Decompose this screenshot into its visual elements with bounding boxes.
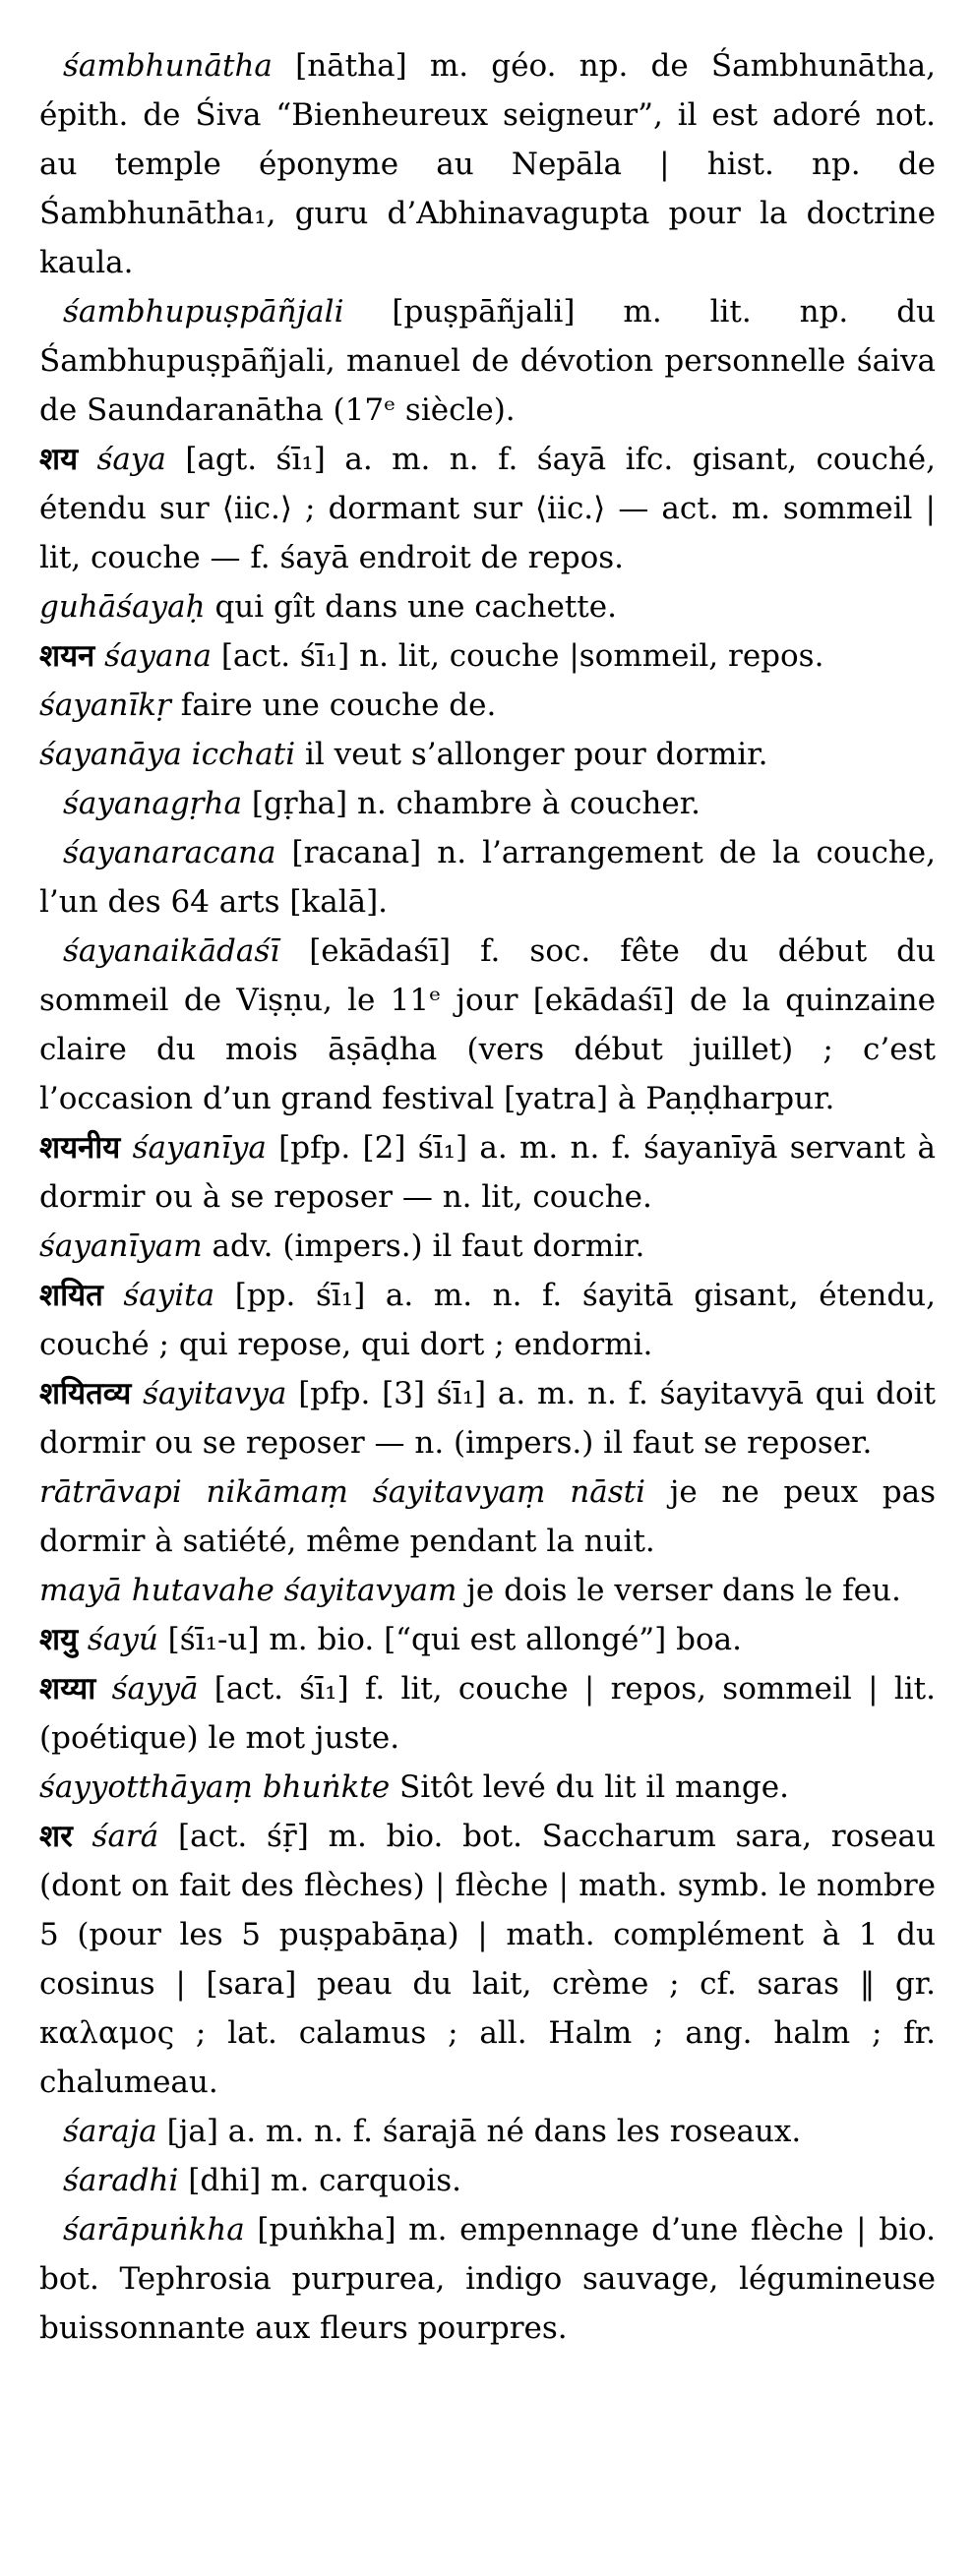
definition: m. géo. np. de Śambhunātha, épith. de Śiva “Bienheureux seigneur”, il est adoré not. au temple éponyme au Nepāla | hist. np. de Śambhunātha₁, guru d’Abhinavagupta pour la doctrine kaula. bbox=[39, 48, 936, 280]
definition: m. carquois. bbox=[261, 2163, 461, 2198]
devanagari-headword: शयितव्य bbox=[39, 1376, 132, 1411]
etymology-ref: [act. śṝ] bbox=[178, 1819, 309, 1854]
devanagari-headword: शयित bbox=[39, 1278, 103, 1313]
headword: śayita bbox=[123, 1278, 215, 1313]
etymology-ref: [śī₁-u] bbox=[167, 1622, 260, 1657]
dictionary-entry bbox=[39, 1812, 936, 2107]
dictionary-entry bbox=[39, 1271, 936, 1369]
etymology-ref: [act. śī₁] bbox=[213, 1671, 349, 1707]
example-translation: qui gît dans une cachette. bbox=[205, 589, 617, 625]
example-translation: je dois le verser dans le feu. bbox=[457, 1573, 901, 1608]
example-line bbox=[39, 1222, 936, 1271]
etymology-ref: [racana] bbox=[291, 835, 422, 870]
dictionary-entry bbox=[39, 1369, 936, 1468]
devanagari-headword: शय bbox=[39, 442, 79, 477]
definition: n. lit, couche |sommeil, repos. bbox=[349, 638, 824, 674]
headword: śaya bbox=[96, 442, 166, 477]
etymology-ref: [pfp. [3] śī₁] bbox=[298, 1376, 487, 1411]
headword: śayana bbox=[104, 638, 212, 674]
definition: a. m. n. f. śayitavyā qui doit dormir ou se reposer — n. (impers.) il faut se reposer. bbox=[39, 1376, 937, 1461]
example-phrase: śayanīkṛ bbox=[39, 688, 171, 723]
definition: m. bio. [“qui est allongé”] boa. bbox=[259, 1622, 742, 1657]
etymology-ref: [ja] bbox=[166, 2114, 218, 2149]
example-translation: je ne peux pas dormir à satiété, même pendant la nuit. bbox=[39, 1474, 936, 1559]
etymology-ref: [dhi] bbox=[188, 2163, 262, 2198]
definition: a. m. n. f. śayitā gisant, étendu, couché ; qui repose, qui dort ; endormi. bbox=[39, 1278, 936, 1362]
definition: f. soc. fête du début du sommeil de Viṣṇu, le 11ᵉ jour [ekādaśī] de la quinzaine claire du mois āṣāḍha (vers début juillet) ; c’est l’occasion d’un grand festival [yatra] à Paṇḍharpur. bbox=[39, 933, 936, 1116]
etymology-ref: [ekādaśī] bbox=[309, 933, 452, 969]
etymology-ref: [puṣpāñjali] bbox=[392, 294, 576, 329]
example-phrase: śayanāya icchati bbox=[39, 737, 296, 772]
example-translation: faire une couche de. bbox=[170, 688, 497, 723]
dictionary-entry bbox=[39, 287, 936, 435]
example-phrase: rātrāvapi nikāmaṃ śayitavyaṃ nāsti bbox=[39, 1474, 646, 1510]
headword: śayitavya bbox=[143, 1376, 287, 1411]
example-line bbox=[39, 730, 936, 779]
headword: śayú bbox=[87, 1622, 158, 1657]
example-line bbox=[39, 681, 936, 730]
dictionary-entry bbox=[39, 2156, 936, 2205]
devanagari-headword: शयन bbox=[39, 638, 95, 674]
headword: śayanaracana bbox=[63, 835, 276, 870]
dictionary-entry bbox=[39, 927, 936, 1123]
dictionary-entry bbox=[39, 1664, 936, 1763]
dictionary-entry bbox=[39, 1615, 936, 1664]
headword: śambhupuṣpāñjali bbox=[63, 294, 344, 329]
definition: m. bio. bot. Saccharum sara, roseau (dont on fait des flèches) | flèche | math. symb. le nombre 5 (pour les 5 puṣpabāṇa) | math. complément à 1 du cosinus | [sara] peau du lait, crème ; cf. saras ‖ gr. καλαμος ; lat. calamus ; all. Halm ; ang. halm ; fr. chalumeau. bbox=[39, 1819, 936, 2100]
example-phrase: śayanīyam bbox=[39, 1228, 203, 1264]
definition: n. l’arrangement de la couche, l’un des 64 arts [kalā]. bbox=[39, 835, 936, 920]
dictionary-entry bbox=[39, 2107, 936, 2156]
example-line bbox=[39, 1763, 936, 1812]
example-translation: adv. (impers.) il faut dormir. bbox=[202, 1228, 645, 1264]
example-line bbox=[39, 1468, 936, 1566]
headword: śaradhi bbox=[63, 2163, 179, 2198]
example-line bbox=[39, 1566, 936, 1615]
definition: a. m. n. f. śayanīyā servant à dormir ou à se reposer — n. lit, couche. bbox=[39, 1130, 936, 1215]
example-translation: Sitôt levé du lit il mange. bbox=[390, 1769, 789, 1805]
headword: śayanaikādaśī bbox=[63, 933, 280, 969]
definition: a. m. n. f. śarajā né dans les roseaux. bbox=[217, 2114, 802, 2149]
example-line bbox=[39, 582, 936, 631]
headword: śayyā bbox=[111, 1671, 199, 1707]
example-translation: il veut s’allonger pour dormir. bbox=[295, 737, 768, 772]
etymology-ref: [puṅkha] bbox=[257, 2212, 396, 2247]
headword: śará bbox=[91, 1819, 159, 1854]
etymology-ref: [pfp. [2] śī₁] bbox=[278, 1130, 468, 1166]
etymology-ref: [act. śī₁] bbox=[220, 638, 350, 674]
etymology-ref: [nātha] bbox=[295, 48, 407, 84]
etymology-ref: [pp. śī₁] bbox=[234, 1278, 366, 1313]
dictionary-entry bbox=[39, 2205, 936, 2353]
headword: śarāpuṅkha bbox=[63, 2212, 245, 2247]
definition: m. lit. np. du Śambhupuṣpāñjali, manuel de dévotion personnelle śaiva de Saundaranātha (17ᵉ siècle). bbox=[39, 294, 936, 428]
headword: śayanagṛha bbox=[63, 786, 242, 821]
example-phrase: guhāśayaḥ bbox=[39, 589, 206, 625]
devanagari-headword: शयनीय bbox=[39, 1130, 121, 1166]
example-phrase: śayyotthāyaṃ bhuṅkte bbox=[39, 1769, 391, 1805]
definition: m. empennage d’une flèche | bio. bot. Tephrosia purpurea, indigo sauvage, légumineuse buissonnante aux fleurs pourpres. bbox=[39, 2212, 936, 2346]
devanagari-headword: शयु bbox=[39, 1622, 79, 1657]
headword: śambhunātha bbox=[63, 48, 273, 84]
definition: n. chambre à coucher. bbox=[347, 786, 701, 821]
etymology-ref: [gṛha] bbox=[251, 786, 348, 821]
devanagari-headword: शर bbox=[39, 1819, 73, 1854]
dictionary-entry bbox=[39, 1123, 936, 1222]
devanagari-headword: शय्या bbox=[39, 1671, 96, 1707]
headword: śayanīya bbox=[132, 1130, 267, 1166]
definition: a. m. n. f. śayā ifc. gisant, couché, étendu sur ⟨iic.⟩ ; dormant sur ⟨iic.⟩ — act. m. sommeil | lit, couche — f. śayā endroit de repos. bbox=[39, 442, 936, 575]
definition: f. lit, couche | repos, sommeil | lit. (poétique) le mot juste. bbox=[39, 1671, 936, 1756]
dictionary-entry bbox=[39, 631, 936, 681]
dictionary-entry bbox=[39, 435, 936, 582]
headword: śaraja bbox=[63, 2114, 157, 2149]
dictionary-entry bbox=[39, 41, 936, 287]
dictionary-entry bbox=[39, 779, 936, 828]
example-phrase: mayā hutavahe śayitavyam bbox=[39, 1573, 457, 1608]
etymology-ref: [agt. śī₁] bbox=[185, 442, 326, 477]
dictionary-entry bbox=[39, 828, 936, 927]
